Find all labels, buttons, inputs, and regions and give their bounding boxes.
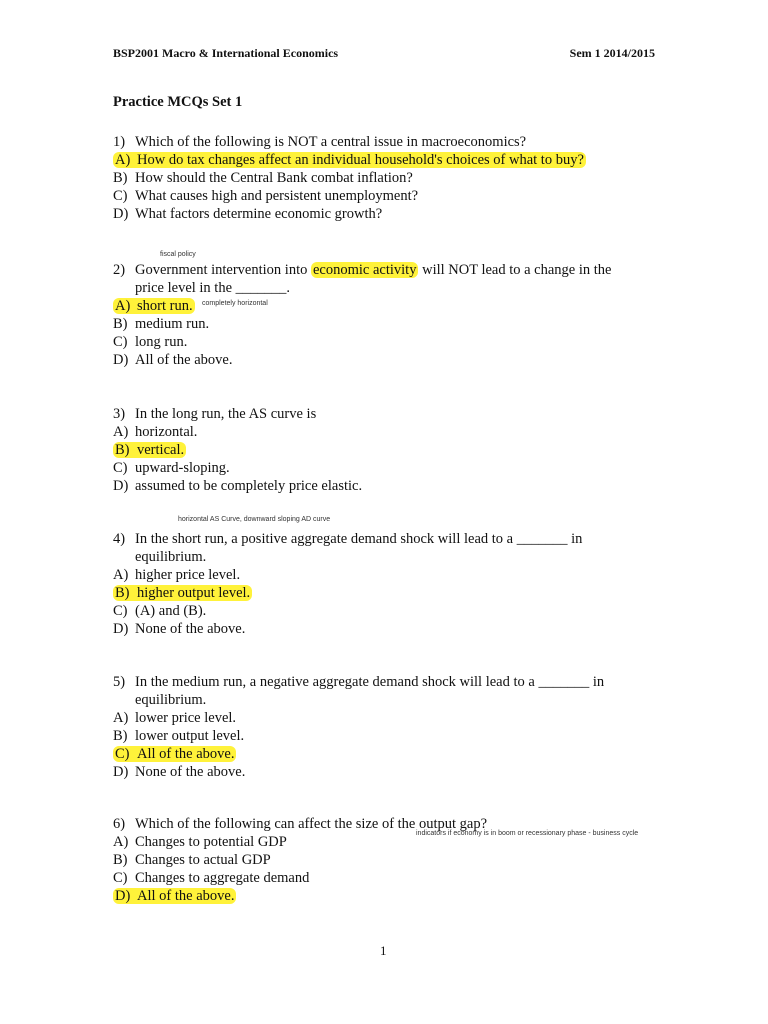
answer-option: A) lower price level. bbox=[113, 710, 237, 726]
answer-option: B) Changes to actual GDP bbox=[113, 852, 271, 868]
answer-option: A) higher price level. bbox=[113, 567, 241, 583]
question-stem: 6) Which of the following can affect the size of the output gap? bbox=[113, 816, 488, 832]
answer-highlight: A) How do tax changes affect an individual household's choices of what to buy? bbox=[115, 152, 584, 168]
answer-option: C) Changes to aggregate demand bbox=[113, 870, 310, 886]
question-stem-continued: equilibrium. bbox=[135, 549, 207, 565]
answer-highlight: C) All of the above. bbox=[115, 746, 235, 762]
answer-highlight: B) higher output level. bbox=[115, 585, 251, 601]
answer-option bbox=[113, 887, 236, 905]
answer-option: C) What causes high and persistent unemployment? bbox=[113, 188, 419, 204]
margin-note: completely horizontal bbox=[202, 300, 268, 307]
answer-option: D) None of the above. bbox=[113, 621, 246, 637]
answer-option: C) (A) and (B). bbox=[113, 603, 207, 619]
question-stem: 2) Government intervention into economic activity will NOT lead to a change in the bbox=[113, 262, 612, 278]
answer-option bbox=[113, 297, 195, 315]
margin-note: indicators if economy is in boom or recessionary phase - business cycle bbox=[416, 830, 639, 837]
answer-option: B) How should the Central Bank combat inflation? bbox=[113, 170, 413, 186]
answer-option: D) assumed to be completely price elastic. bbox=[113, 478, 363, 494]
question-stem-continued: price level in the _______. bbox=[135, 280, 291, 296]
answer-option: A) horizontal. bbox=[113, 424, 198, 440]
question-stem: 3) In the long run, the AS curve is bbox=[113, 406, 317, 422]
page-title: Practice MCQs Set 1 bbox=[113, 94, 243, 110]
answer-highlight: A) short run. bbox=[115, 298, 193, 314]
answer-option: C) upward-sloping. bbox=[113, 460, 230, 476]
answer-highlight: B) vertical. bbox=[115, 442, 185, 458]
question-stem: 4) In the short run, a positive aggregate demand shock will lead to a _______ in bbox=[113, 531, 583, 547]
page-number: 1 bbox=[380, 943, 387, 958]
stem-highlight: economic activity bbox=[312, 262, 417, 278]
answer-option: C) long run. bbox=[113, 334, 188, 350]
answer-option: D) What factors determine economic growth? bbox=[113, 206, 383, 222]
header-semester: Sem 1 2014/2015 bbox=[569, 46, 655, 60]
answer-option: B) lower output level. bbox=[113, 728, 245, 744]
header-course: BSP2001 Macro & International Economics bbox=[113, 46, 339, 60]
margin-note: fiscal policy bbox=[160, 251, 196, 258]
question-stem: 1) Which of the following is NOT a central issue in macroeconomics? bbox=[113, 134, 527, 150]
answer-option: D) All of the above. bbox=[113, 352, 233, 368]
answer-option bbox=[113, 745, 236, 763]
answer-option: B) medium run. bbox=[113, 316, 210, 332]
answer-highlight: D) All of the above. bbox=[115, 888, 235, 904]
answer-option bbox=[113, 151, 586, 169]
answer-option: A) Changes to potential GDP bbox=[113, 834, 287, 850]
margin-note: horizontal AS Curve, downward sloping AD curve bbox=[178, 516, 331, 523]
question-stem-continued: equilibrium. bbox=[135, 692, 207, 708]
question-stem: 5) In the medium run, a negative aggregate demand shock will lead to a _______ in bbox=[113, 674, 605, 690]
answer-option bbox=[113, 441, 186, 459]
answer-option: D) None of the above. bbox=[113, 764, 246, 780]
answer-option bbox=[113, 584, 252, 602]
